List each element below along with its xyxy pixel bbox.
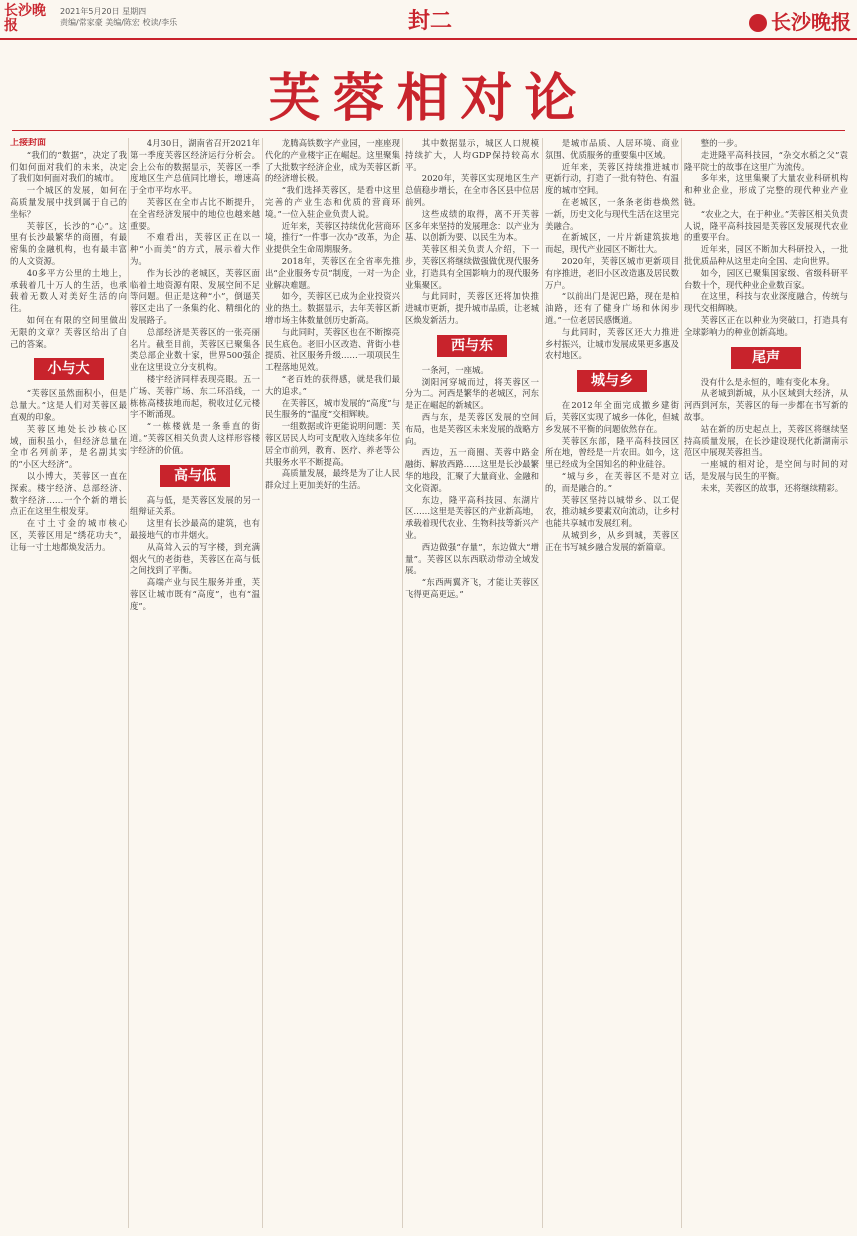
column-divider xyxy=(128,138,129,1228)
paragraph: 楼宇经济同样表现亮眼。五一广场、芙蓉广场、东二环沿线，一栋栋高楼拔地而起，税收过亿元楼宇不断涌现。 xyxy=(130,373,260,420)
subhead-west-and-east: 西与东 xyxy=(437,335,507,357)
paragraph: 40多平方公里的土地上，承载着几十万人的生活，也承载着无数人对美好生活的向往。 xyxy=(10,267,127,314)
article-column-6 xyxy=(684,138,848,1228)
column-divider xyxy=(542,138,543,1228)
paragraph: 西与东，是芙蓉区发展的空间布局，也是芙蓉区未来发展的战略方向。 xyxy=(405,411,539,446)
column-body xyxy=(265,138,400,492)
column-divider xyxy=(402,138,403,1228)
paragraph: 从老城到新城，从小区域到大经济，从河西到河东，芙蓉区的每一步都在书写新的故事。 xyxy=(684,388,848,422)
page-headline: 芙蓉相对论 xyxy=(268,68,589,129)
editors-text: 责编/常家豪 美编/陈宏 校读/李乐 xyxy=(60,18,178,27)
paragraph: 4月30日，湖南省召开2021年第一季度芙蓉区经济运行分析会。会上公布的数据显示，芙蓉区一季度地区生产总值同比增长，增速高于全市平均水平。 xyxy=(130,138,260,196)
paragraph: 如何在有限的空间里做出无限的文章？芙蓉区给出了自己的答案。 xyxy=(10,314,127,349)
paragraph: 从高耸入云的写字楼，到充满烟火气的老街巷，芙蓉区在高与低之间找到了平衡。 xyxy=(130,541,260,576)
paragraph: 与此同时，芙蓉区还大力推进乡村振兴，让城市发展成果更多惠及农村地区。 xyxy=(545,326,679,361)
paragraph: “农业之大，在于种业。”芙蓉区相关负责人说，隆平高科技园是芙蓉区发展现代农业的重要平台。 xyxy=(684,208,848,243)
paragraph: 浏阳河穿城而过，将芙蓉区一分为二。河西是繁华的老城区，河东是正在崛起的新城区。 xyxy=(405,376,539,411)
paragraph: 芙蓉区在全市占比不断提升，在全省经济发展中的地位也越来越重要。 xyxy=(130,196,260,231)
paragraph: 2020年，芙蓉区实现地区生产总值稳步增长，在全市各区县中位居前列。 xyxy=(405,173,539,207)
paragraph: 不难看出，芙蓉区正在以一种“小而美”的方式，展示着大作为。 xyxy=(130,232,260,266)
brand-logo xyxy=(749,6,851,35)
paragraph: 走进隆平高科技园，“杂交水稻之父”袁隆平院士的故事在这里广为流传。 xyxy=(684,149,848,172)
column-body xyxy=(684,138,848,339)
paragraph: 高与低，是芙蓉区发展的另一组辩证关系。 xyxy=(130,494,260,517)
subhead-epilogue: 尾声 xyxy=(731,347,801,369)
paragraph: 高质量发展，最终是为了让人民群众过上更加美好的生活。 xyxy=(265,468,400,491)
paragraph: 与此同时，芙蓉区也在不断擦亮民生底色。老旧小区改造、背街小巷提质、社区服务升级……一项项民生工程落地见效。 xyxy=(265,326,400,373)
subhead-city-and-village: 城与乡 xyxy=(577,370,647,392)
paragraph: 从城到乡，从乡到城，芙蓉区正在书写城乡融合发展的新篇章。 xyxy=(545,529,679,552)
column-body xyxy=(405,138,539,327)
paragraph: 2020年，芙蓉区城市更新项目有序推进，老旧小区改造惠及居民数万户。 xyxy=(545,255,679,290)
paragraph: 未来，芙蓉区的故事，还将继续精彩。 xyxy=(700,482,844,493)
paragraph: “我们选择芙蓉区，是看中这里完善的产业生态和优质的营商环境。”一位入驻企业负责人说。 xyxy=(265,185,400,219)
paragraph: 一条河，一座城。 xyxy=(421,364,489,375)
paragraph: “东西两翼齐飞，才能让芙蓉区飞得更高更远。” xyxy=(405,577,539,599)
subhead-high-and-low: 高与低 xyxy=(160,465,230,487)
paragraph: 芙蓉区，长沙的“心”。这里有长沙最繁华的商圈，有最密集的金融机构，也有最丰富的人文资源。 xyxy=(10,220,127,266)
column-divider xyxy=(262,138,263,1228)
paragraph: 在芙蓉区，城市发展的“高度”与民生服务的“温度”交相辉映。 xyxy=(265,397,400,420)
paragraph: 这些成绩的取得，离不开芙蓉区多年来坚持的发展理念：以产业为基、以创新为要、以民生为本。 xyxy=(405,208,539,243)
paragraph: 在新城区，一片片新建筑拔地而起，现代产业园区不断壮大。 xyxy=(545,232,679,255)
headline-rule xyxy=(12,130,845,131)
paragraph: “城与乡，在芙蓉区不是对立的，而是融合的。” xyxy=(545,470,679,493)
column-body xyxy=(130,138,260,457)
paragraph: 西边做强“存量”，东边做大“增量”。芙蓉区以东西联动带动全域发展。 xyxy=(405,541,539,576)
paragraph: 与此同时，芙蓉区还将加快推进城市更新，提升城市品质，让老城区焕发新活力。 xyxy=(405,291,539,325)
paragraph: “以前出门是泥巴路，现在是柏油路，还有了健身广场和休闲步道。”一位老居民感慨道。 xyxy=(545,291,679,325)
column-body xyxy=(130,495,260,613)
logo-text: 长沙晚报 xyxy=(4,3,46,34)
subhead-small-and-big: 小与大 xyxy=(34,358,104,380)
column-body xyxy=(545,400,679,553)
paragraph: 西边，五一商圈、芙蓉中路金融街、解放西路……这里是长沙最繁华的地段，汇聚了大量商业、金融和文化资源。 xyxy=(405,447,539,493)
paragraph: 其中数据显示，城区人口规模持续扩大，人均GDP保持较高水平。 xyxy=(405,138,539,172)
column-body xyxy=(10,388,127,553)
paragraph: 在2012年全面完成撤乡建街后，芙蓉区实现了城乡一体化，但城乡发展不平衡的问题依然存在。 xyxy=(545,400,679,434)
paragraph: 在这里，科技与农业深度融合，传统与现代交相辉映。 xyxy=(684,291,848,314)
paragraph: 在寸土寸金的城市核心区，芙蓉区用足“绣花功夫”，让每一寸土地都焕发活力。 xyxy=(10,518,127,552)
paragraph: 作为长沙的老城区，芙蓉区面临着土地资源有限、发展空间不足等问题。但正是这种“小”，倒逼芙蓉区走出了一条集约化、精细化的发展路子。 xyxy=(130,267,260,325)
opener-tag: 上接封面 xyxy=(10,138,47,148)
paragraph: 近年来，芙蓉区持续推进城市更新行动，打造了一批有特色、有温度的城市空间。 xyxy=(545,161,679,196)
paragraph: 芙蓉区坚持以城带乡、以工促农，推动城乡要素双向流动，让乡村也能共享城市发展红利。 xyxy=(545,494,679,529)
paragraph: “一栋楼就是一条垂直的街道。”芙蓉区相关负责人这样形容楼宇经济的价值。 xyxy=(130,421,260,455)
article-column-2 xyxy=(130,138,260,1228)
paragraph: 一座城的相对论，是空间与时间的对话，是发展与民生的平衡。 xyxy=(684,459,848,481)
paragraph: 芙蓉区地处长沙核心区域，面积虽小，但经济总量在全市名列前茅，是名副其实的“小区大经济”。 xyxy=(10,423,127,470)
date-text: 2021年5月20日 星期四 xyxy=(60,7,147,16)
paragraph: 近年来，芙蓉区持续优化营商环境，推行“一件事一次办”改革，为企业提供全生命周期服务。 xyxy=(265,220,400,255)
paragraph: 这里有长沙最高的建筑，也有最接地气的市井烟火。 xyxy=(130,518,260,540)
paragraph: 站在新的历史起点上，芙蓉区将继续坚持高质量发展，在长沙建设现代化新湖南示范区中展现芙蓉担当。 xyxy=(684,423,848,458)
article-column-5 xyxy=(545,138,679,1228)
article-column-4 xyxy=(405,138,539,1228)
paragraph: 没有什么是永恒的，唯有变化本身。 xyxy=(700,376,835,387)
paragraph: “老百姓的获得感，就是我们最大的追求。” xyxy=(265,373,400,396)
dateline xyxy=(60,6,177,28)
paragraph: 芙蓉区东部，隆平高科技园区所在地，曾经是一片农田。如今，这里已经成为全国知名的种业硅谷。 xyxy=(545,435,679,470)
paragraph: 近年来，园区不断加大科研投入，一批批优质品种从这里走向全国、走向世界。 xyxy=(684,244,848,266)
brand-icon xyxy=(749,14,767,32)
paragraph: 整的一步。 xyxy=(700,138,743,148)
column-body xyxy=(405,365,539,601)
brand-text: 长沙晚报 xyxy=(771,10,851,34)
paragraph: 在老城区，一条条老街巷焕然一新，历史文化与现代生活在这里完美融合。 xyxy=(545,196,679,231)
paragraph: 是城市品质、人居环境、商业氛围、优质服务的重要集中区域。 xyxy=(545,138,679,160)
paragraph: 2018年，芙蓉区在全省率先推出“企业服务专员”制度，一对一为企业解决难题。 xyxy=(265,255,400,290)
column-body xyxy=(10,150,127,351)
paragraph: 如今，园区已聚集国家级、省级科研平台数十个，现代种业企业数百家。 xyxy=(684,267,848,290)
paragraph: 如今，芙蓉区已成为企业投资兴业的热土。数据显示，去年芙蓉区新增市场主体数量创历史新高。 xyxy=(265,291,400,325)
section-name: 封二 xyxy=(407,9,452,34)
paragraph: 多年来，这里集聚了大量农业科研机构和种业企业，形成了完整的现代种业产业链。 xyxy=(684,173,848,207)
paragraph: 芙蓉区相关负责人介绍，下一步，芙蓉区将继续做强做优现代服务业，打造具有全国影响力的现代服务业集聚区。 xyxy=(405,244,539,290)
paragraph: 一个城区的发展，如何在高质量发展中找到属于自己的坐标？ xyxy=(10,185,127,219)
paragraph: 一组数据或许更能说明问题：芙蓉区居民人均可支配收入连续多年位居全市前列，教育、医疗、养老等公共服务水平不断提高。 xyxy=(265,421,400,467)
article-column-1 xyxy=(10,138,127,1228)
paragraph: 东边，隆平高科技园、东湖片区……这里是芙蓉区的产业新高地，承载着现代农业、生物科技等新兴产业。 xyxy=(405,494,539,540)
paragraph: 高端产业与民生服务并重，芙蓉区让城市既有“高度”，也有“温度”。 xyxy=(130,577,260,611)
paragraph: 总部经济是芙蓉区的一张亮丽名片。截至目前，芙蓉区已聚集各类总部企业数十家，世界500强企业在这里设立分支机构。 xyxy=(130,326,260,373)
paragraph: 龙腾高铁数字产业园，一座座现代化的产业楼宇正在崛起。这里聚集了大批数字经济企业，成为芙蓉区新的经济增长极。 xyxy=(265,138,400,184)
paragraph: “芙蓉区虽然面积小，但是总量大。”这是人们对芙蓉区最直观的印象。 xyxy=(10,388,127,422)
column-divider xyxy=(681,138,682,1228)
paragraph: 芙蓉区正在以种业为突破口，打造具有全球影响力的种业创新高地。 xyxy=(684,314,848,337)
column-body xyxy=(545,138,679,362)
newspaper-logo xyxy=(4,4,52,34)
article-column-3 xyxy=(265,138,400,1228)
masthead xyxy=(0,0,857,40)
column-body xyxy=(684,377,848,495)
paragraph: 以小博大，芙蓉区一直在探索。楼宇经济、总部经济、数字经济……一个个新的增长点正在这里生根发芽。 xyxy=(10,470,127,517)
paragraph: “我们的“数据”，决定了我们如何面对我们的未来，决定了我们如何面对我们的城市。 xyxy=(10,149,127,184)
